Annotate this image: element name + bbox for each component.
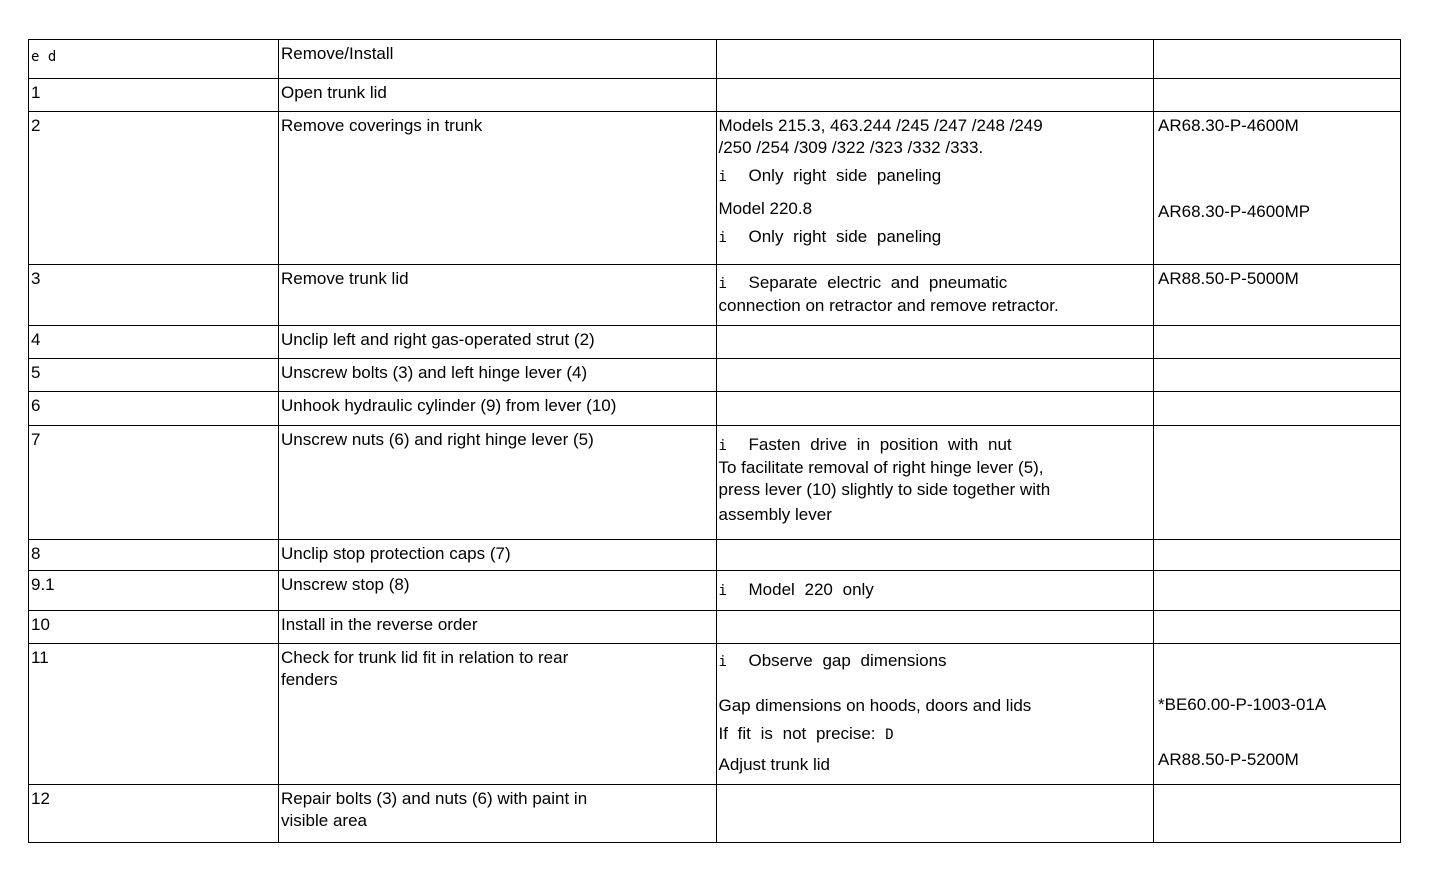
info-note-text: Model 220 only: [748, 580, 874, 599]
table-row: [29, 265, 1401, 326]
table-row: [29, 426, 1401, 540]
step-number: 2: [29, 112, 279, 265]
step-ref: [1154, 79, 1401, 112]
step-header: [29, 40, 279, 79]
step-ref: [1154, 611, 1401, 644]
step-number: 11: [29, 644, 279, 785]
step-notes: [716, 112, 1154, 265]
table-row: [29, 571, 1401, 611]
table-row: [29, 785, 1401, 843]
info-note-text: Observe gap dimensions: [748, 651, 947, 670]
step-ref: [1154, 571, 1401, 611]
info-note-text: Fasten drive in position with nut: [748, 435, 1012, 454]
info-note-text: To facilitate removal of right hinge lever (5),: [718, 458, 1044, 477]
step-number: 9.1: [29, 571, 279, 611]
fit-check-text: If fit is not precise:: [718, 724, 876, 743]
table-header-row: [29, 40, 1401, 79]
table-row: [29, 79, 1401, 112]
info-icon: i: [718, 583, 727, 599]
step-ref: [1154, 426, 1401, 540]
info-note-text: Only right side paneling: [748, 166, 942, 185]
step-action: Unscrew nuts (6) and right hinge lever (5): [279, 426, 717, 540]
step-action: Remove coverings in trunk: [279, 112, 717, 265]
step-number: 8: [29, 540, 279, 571]
step-ref: [1154, 359, 1401, 392]
step-action: [279, 785, 717, 843]
step-action-text: Check for trunk lid fit in relation to rear: [281, 648, 569, 667]
info-note-text: connection on retractor and remove retractor.: [718, 296, 1059, 315]
step-notes: [716, 79, 1154, 112]
info-note-text: Adjust trunk lid: [718, 755, 830, 774]
step-number: 12: [29, 785, 279, 843]
info-note: [719, 226, 1152, 249]
step-number: 10: [29, 611, 279, 644]
step-notes: [716, 359, 1154, 392]
step-action: Unscrew bolts (3) and left hinge lever (4): [279, 359, 717, 392]
info-icon: i: [718, 230, 727, 246]
step-action: Open trunk lid: [279, 79, 717, 112]
table-row: [29, 611, 1401, 644]
step-action: Unclip left and right gas-operated strut (2): [279, 326, 717, 359]
action-header: Remove/Install: [279, 40, 717, 79]
model-text: Model 220.8: [718, 199, 813, 218]
step-notes: [716, 265, 1154, 326]
step-ref: [1154, 392, 1401, 426]
diagnosis-icon: D: [885, 727, 894, 743]
table-row: [29, 392, 1401, 426]
step-ref: [1154, 326, 1401, 359]
info-note-text: assembly lever: [718, 505, 832, 524]
step-ref: [1154, 112, 1401, 265]
step-ref: [1154, 540, 1401, 571]
step-notes: [716, 611, 1154, 644]
info-note-text: Separate electric and pneumatic: [748, 273, 1008, 292]
models-text: Models 215.3, 463.244 /245 /247 /248 /249: [718, 116, 1043, 135]
table-row: [29, 540, 1401, 571]
step-action-text: Repair bolts (3) and nuts (6) with paint in: [281, 789, 588, 808]
step-action: Install in the reverse order: [279, 611, 717, 644]
step-action-text: visible area: [281, 811, 367, 830]
notes-header: [716, 40, 1154, 79]
info-note-text: press lever (10) slightly to side together with: [718, 480, 1051, 499]
table-row: [29, 112, 1401, 265]
step-ref: [1154, 644, 1401, 785]
table-row: [29, 359, 1401, 392]
info-note: [719, 165, 1152, 188]
step-action-text: fenders: [281, 670, 338, 689]
procedure-table: [28, 39, 1401, 843]
step-notes: [716, 571, 1154, 611]
info-icon: i: [718, 654, 727, 670]
step-action: [279, 644, 717, 785]
info-note-text: Only right side paneling: [748, 227, 942, 246]
step-notes: [716, 540, 1154, 571]
info-note: [719, 272, 1152, 295]
step-number: 4: [29, 326, 279, 359]
step-notes: [716, 392, 1154, 426]
step-notes: [716, 426, 1154, 540]
info-note: [719, 579, 1152, 602]
table-row: [29, 326, 1401, 359]
step-action: Remove trunk lid: [279, 265, 717, 326]
ref-header: [1154, 40, 1401, 79]
ref-link[interactable]: AR68.30-P-4600M: [1158, 116, 1299, 135]
step-notes: [716, 785, 1154, 843]
step-number: 7: [29, 426, 279, 540]
ref-link[interactable]: AR88.50-P-5000M: [1158, 269, 1299, 288]
step-notes: [716, 326, 1154, 359]
step-action: Unhook hydraulic cylinder (9) from lever (10): [279, 392, 717, 426]
info-icon: i: [718, 438, 727, 454]
ref-link[interactable]: *BE60.00-P-1003-01A: [1158, 695, 1327, 714]
info-note-text: [719, 723, 1152, 746]
ref-link[interactable]: AR68.30-P-4600MP: [1158, 202, 1311, 221]
step-number: 6: [29, 392, 279, 426]
step-number: 3: [29, 265, 279, 326]
ref-link[interactable]: AR88.50-P-5200M: [1158, 750, 1299, 769]
step-ref: [1154, 785, 1401, 843]
table-row: [29, 644, 1401, 785]
step-ref: [1154, 265, 1401, 326]
step-notes: [716, 644, 1154, 785]
info-icon: i: [718, 276, 727, 292]
info-note-text: Gap dimensions on hoods, doors and lids: [718, 696, 1032, 715]
info-note: [719, 650, 1152, 673]
step-action: Unclip stop protection caps (7): [279, 540, 717, 571]
models-text-continued: /250 /254 /309 /322 /323 /332 /333.: [718, 138, 984, 157]
step-number: 1: [29, 79, 279, 112]
step-action: Unscrew stop (8): [279, 571, 717, 611]
info-icon: i: [718, 169, 727, 185]
step-number: 5: [29, 359, 279, 392]
step-header-text: e d: [31, 49, 57, 65]
info-note: [719, 434, 1152, 457]
